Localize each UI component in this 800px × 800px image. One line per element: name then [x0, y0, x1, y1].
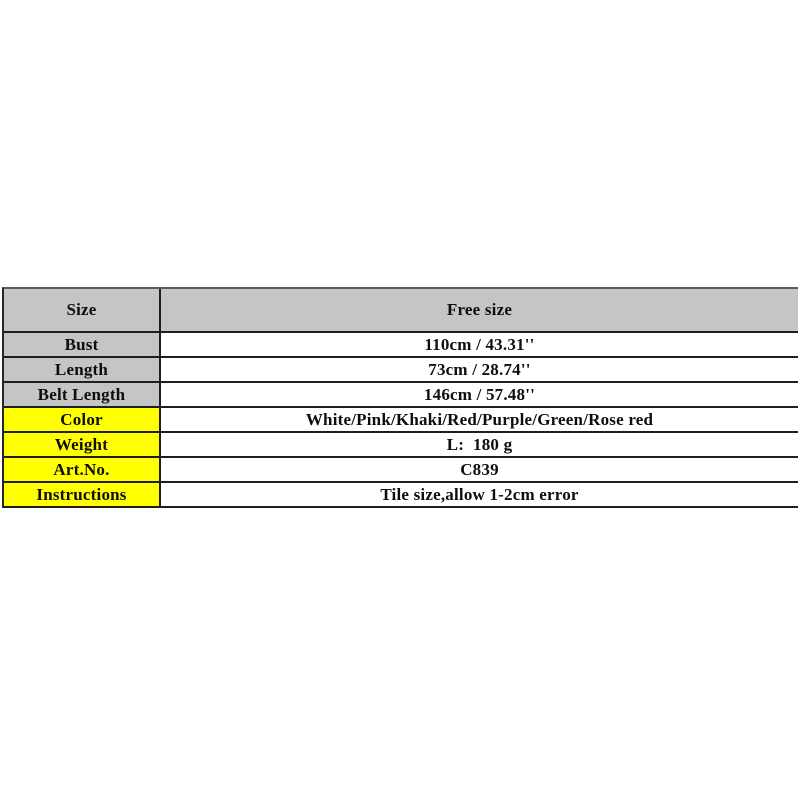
table-row-length	[4, 358, 798, 383]
header-label-cell: Size	[4, 289, 161, 331]
row-label-cell: Length	[4, 358, 161, 381]
row-label-cell: Belt Length	[4, 383, 161, 406]
row-label-cell: Color	[4, 408, 161, 431]
table-row-weight	[4, 433, 798, 458]
table-row-art-no	[4, 458, 798, 483]
size-chart-table	[2, 287, 798, 508]
header-value-cell: Free size	[161, 289, 798, 331]
row-label-cell: Bust	[4, 333, 161, 356]
row-value-cell: Tile size,allow 1-2cm error	[161, 483, 798, 506]
row-value-cell: L: 180 g	[161, 433, 798, 456]
row-value-cell: 73cm / 28.74''	[161, 358, 798, 381]
table-row-belt-length	[4, 383, 798, 408]
row-label-cell: Instructions	[4, 483, 161, 506]
table-row-bust	[4, 333, 798, 358]
table-row-color	[4, 408, 798, 433]
table-header-row	[4, 289, 798, 333]
row-value-cell: 110cm / 43.31''	[161, 333, 798, 356]
row-label-cell: Weight	[4, 433, 161, 456]
row-value-cell: C839	[161, 458, 798, 481]
row-value-cell: White/Pink/Khaki/Red/Purple/Green/Rose red	[161, 408, 798, 431]
table-row-instructions	[4, 483, 798, 508]
row-value-cell: 146cm / 57.48''	[161, 383, 798, 406]
row-label-cell: Art.No.	[4, 458, 161, 481]
